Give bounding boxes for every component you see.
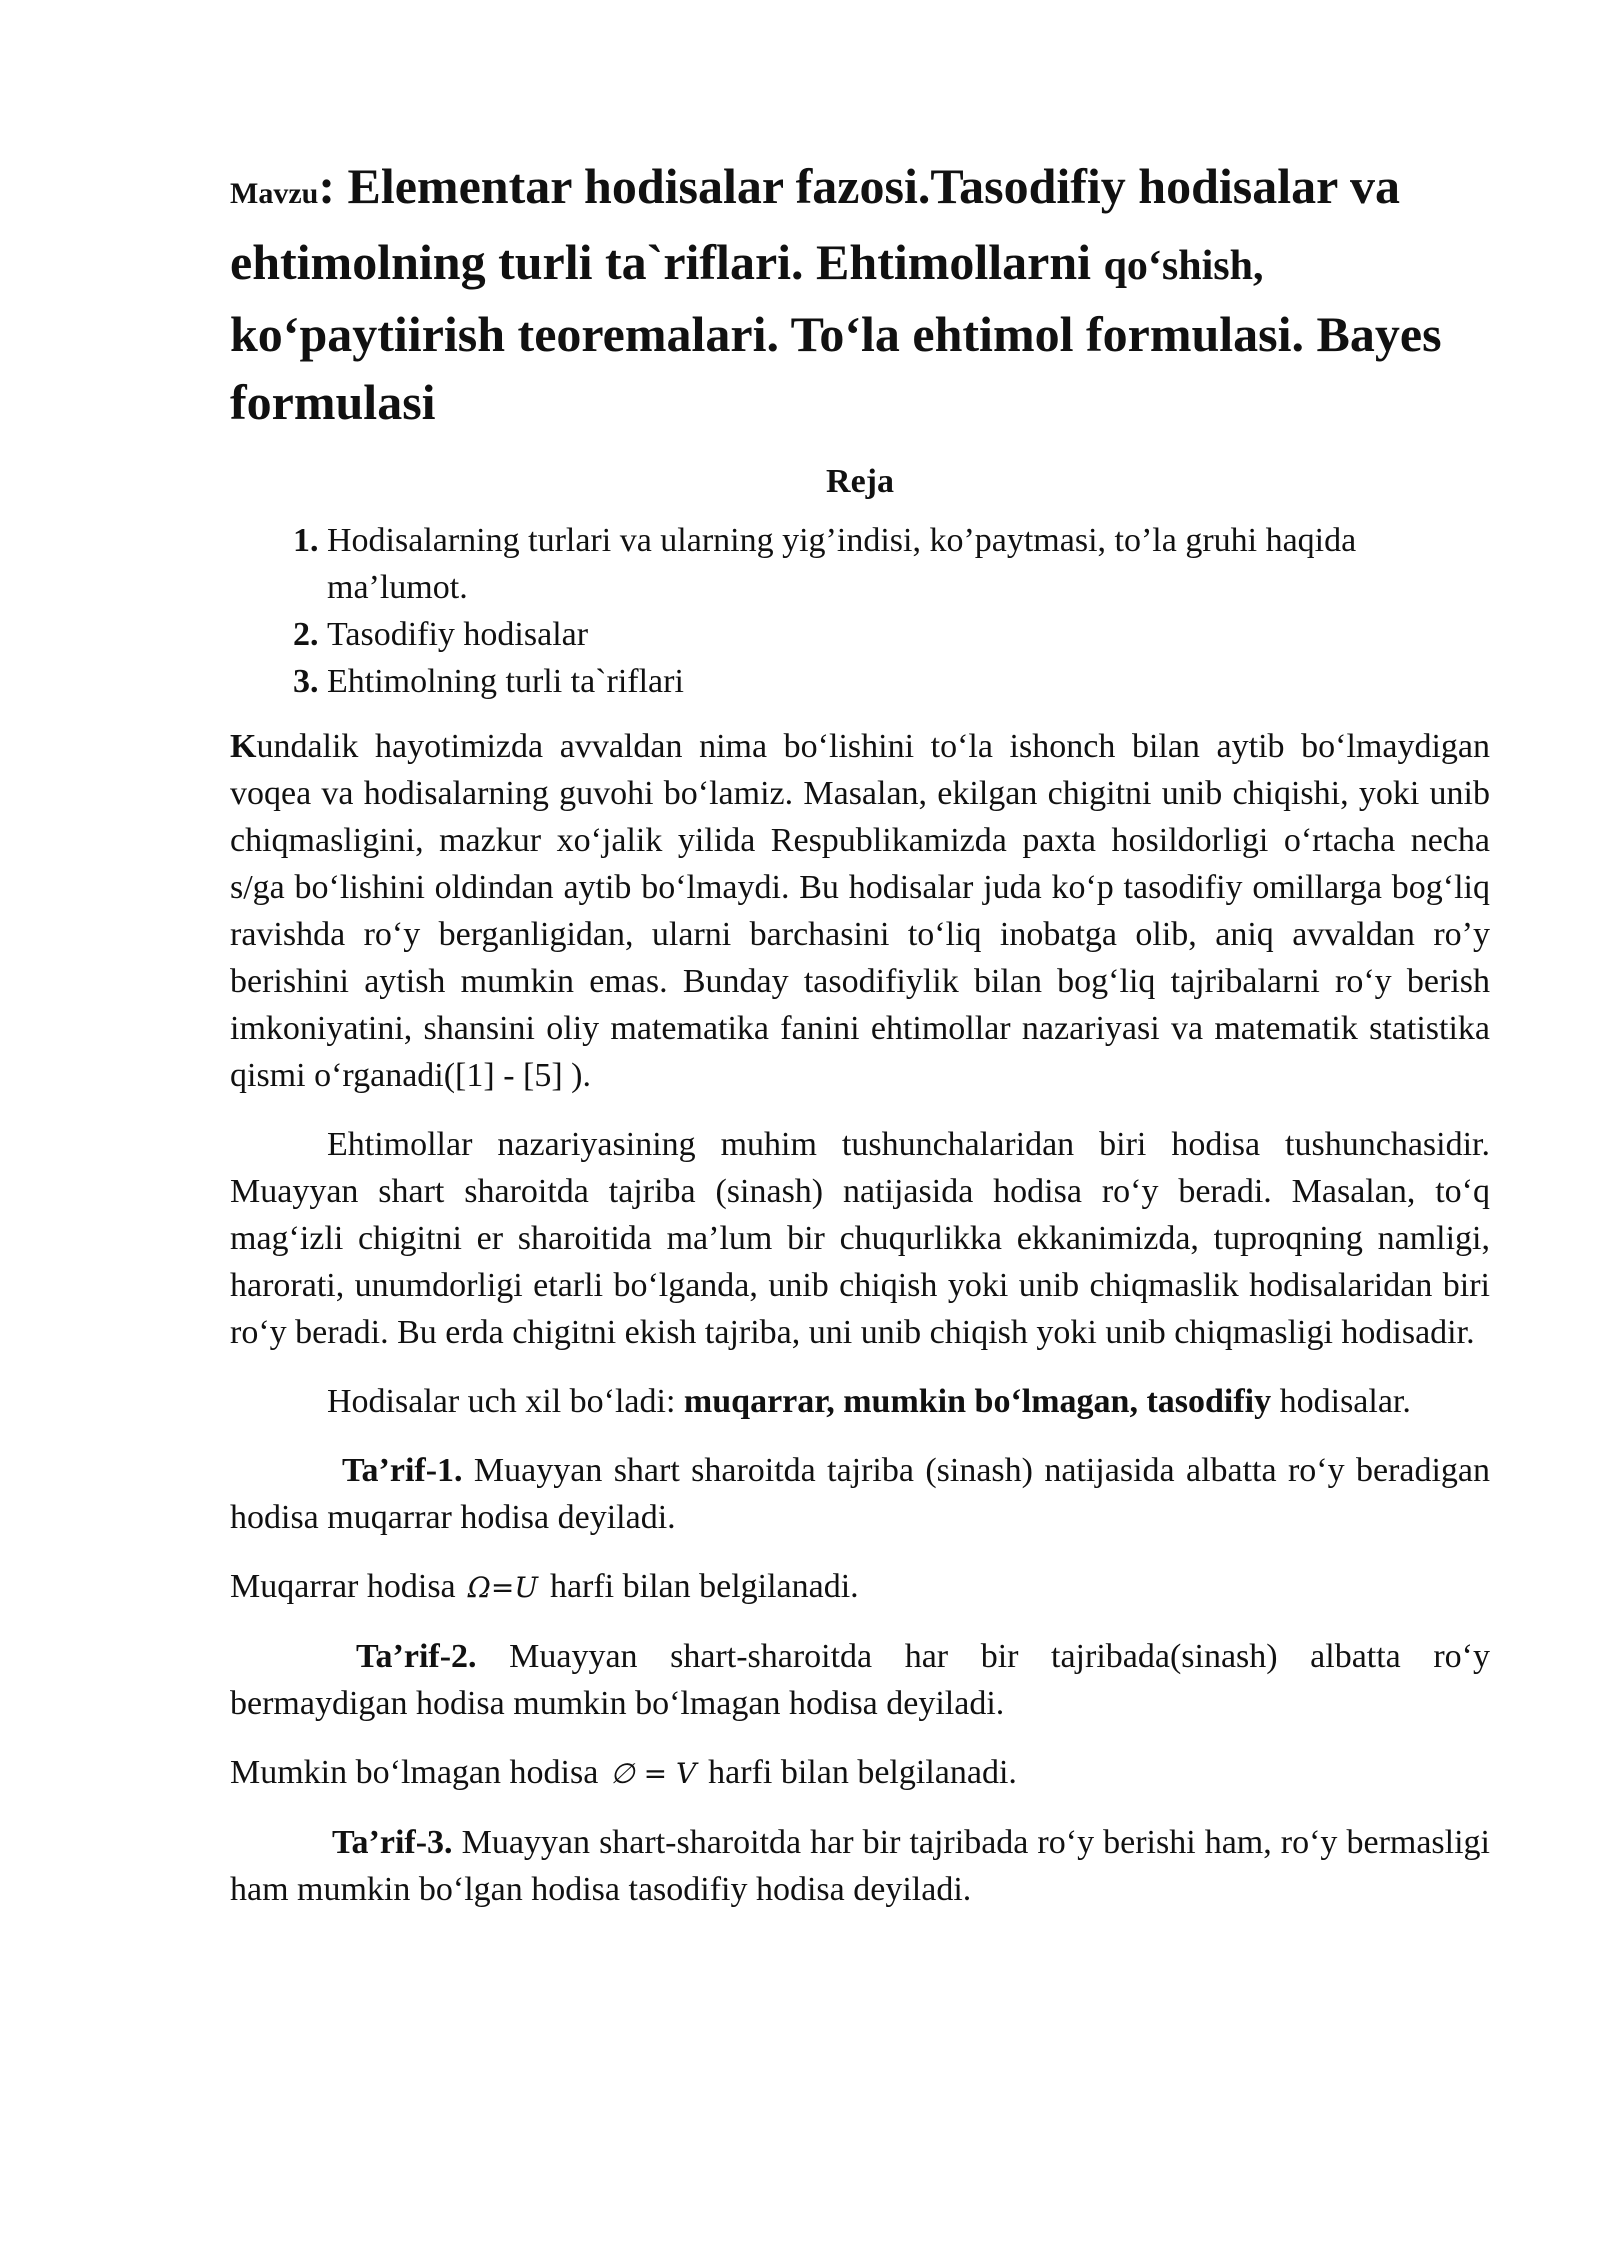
impossible-event-tail: harfi bilan belgilanadi. (708, 1754, 1017, 1791)
definition-2-text: Muayyan shart-sharoitda har bir tajribada(sinash) albatta ro‘y bermaydigan hodisa mumkin bo‘lmagan hodisa deyiladi. (230, 1638, 1490, 1722)
title-part2: qo‘shish, (1103, 243, 1264, 289)
certain-event-tail: harfi bilan belgilanadi. (549, 1568, 859, 1605)
impossible-event-notation (230, 1749, 1490, 1797)
title-colon: : (318, 158, 335, 214)
definition-2 (230, 1633, 1490, 1727)
plan-item: 3. Ehtimolning turli ta`riflari (327, 658, 1490, 705)
impossible-event-symbol: ∅ = V (610, 1757, 697, 1790)
intro-text: undalik hayotimizda avvaldan nima bo‘lishini to‘la ishonch bilan aytib bo‘lmaydigan voqea va hodisalarning guvohi bo‘lamiz. Masalan, ekilgan chigitni unib chiqishi, yoki unib chiqmasligini, mazkur xo‘jalik yilida Respublikamizda paxta hosildorligi o‘rtacha necha s/ga bo‘lishini oldindan aytib bo‘lmaydi. Bu hodisalar juda ko‘p tasodifiy omillarga bog‘liq ravishda ro‘y berganligidan, ularni barchasini to‘liq inobatga olib, aniq avvaldan ro’y berishini aytish mumkin emas. Bunday tasodifiylik bilan bog‘liq tajribalarni ro‘y berish imkoniyatini, shansini oliy matematika fanini ehtimollar nazariyasi va matematik statistika qismi o‘rganadi([1] - [5] ). (230, 728, 1490, 1094)
definition-2-label: Ta’rif-2. (356, 1638, 477, 1675)
certain-event-text: Muqarrar hodisa (230, 1568, 456, 1605)
title-part1: Elementar hodisalar fazosi.Tasodifiy hodisalar va ehtimolning turli ta`riflari. Ehtimollarni (230, 158, 1400, 290)
plan-list (230, 517, 1490, 705)
event-types-paragraph (230, 1378, 1490, 1425)
event-types-bold: muqarrar, mumkin bo‘lmagan, tasodifiy (683, 1383, 1272, 1420)
events-paragraph: Ehtimollar nazariyasining muhim tushunchalaridan biri hodisa tushunchasidir. Muayyan shart sharoitda tajriba (sinash) natijasida hodisa ro‘y beradi. Masalan, to‘q mag‘izli chigitni er sharoitida ma’lum bir chuqurlikka ekkanimizda, tuproqning namligi, harorati, unumdorligi etarli bo‘lganda, unib chiqish yoki unib chiqmaslik hodisalaridan biri ro‘y beradi. Bu erda chigitni ekish tajriba, uni unib chiqish yoki unib chiqmasligi hodisadir. (230, 1126, 1490, 1351)
page-title (230, 152, 1490, 436)
definition-3 (230, 1819, 1490, 1913)
title-part3: ko‘paytiirish teoremalari. To‘la ehtimol formulasi. Bayes formulasi (230, 306, 1442, 430)
definition-1-text: Muayyan shart sharoitda tajriba (sinash) natijasida albatta ro‘y beradigan hodisa muqarrar hodisa deyiladi. (230, 1452, 1490, 1536)
drop-letter: K (230, 728, 257, 765)
definition-1 (230, 1447, 1490, 1541)
definition-3-text: Muayyan shart-sharoitda har bir tajribada ro‘y berishi ham, ro‘y bermasligi ham mumkin bo‘lgan hodisa tasodifiy hodisa deyiladi. (230, 1824, 1490, 1908)
plan-item: 1. Hodisalarning turlari va ularning yig’indisi, ko’paytmasi, to’la gruhi haqida ma’lumot. (327, 517, 1490, 611)
event-types-tail: hodisalar. (1271, 1383, 1411, 1420)
certain-event-notation (230, 1563, 1490, 1611)
plan-item: 2. Tasodifiy hodisalar (327, 611, 1490, 658)
definition-1-label: Ta’rif-1. (342, 1452, 463, 1489)
title-prefix: Mavzu (230, 177, 319, 210)
event-types-text: Hodisalar uch xil bo‘ladi: (327, 1383, 684, 1420)
intro-paragraph (230, 723, 1490, 1099)
certain-event-symbol: Ω=U (467, 1571, 538, 1604)
plan-heading: Reja (826, 463, 894, 500)
definition-3-label: Ta’rif-3. (332, 1824, 453, 1861)
impossible-event-text: Mumkin bo‘lmagan hodisa (230, 1754, 599, 1791)
